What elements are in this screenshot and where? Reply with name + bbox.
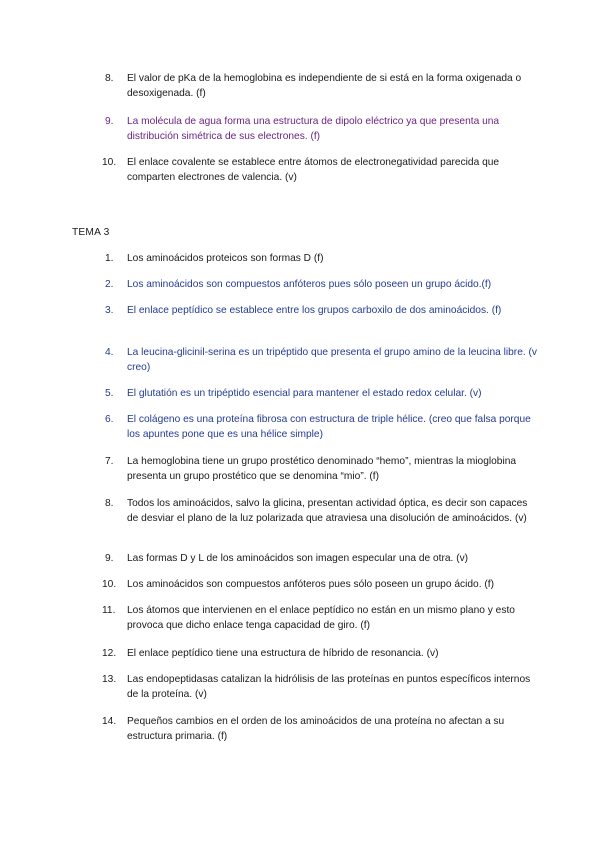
list-number: 8. [105, 73, 114, 84]
list-number: 6. [105, 414, 114, 425]
list-text: Los aminoácidos son compuestos anfóteros pues sólo poseen un grupo ácido. (f) [127, 579, 494, 590]
list-text: El valor de pKa de la hemoglobina es independiente de si está en la forma oxigenada o desoxigenada. (f) [127, 73, 522, 99]
list-text: Las endopeptidasas catalizan la hidrólisis de las proteínas en puntos específicos internos de la proteína. (v) [127, 674, 531, 700]
section-heading: TEMA 3 [72, 227, 110, 238]
list-item [105, 345, 538, 375]
list-number: 10. [102, 157, 117, 168]
list-number: 4. [105, 347, 114, 358]
list-number: 1. [105, 253, 114, 264]
list-item [105, 454, 537, 484]
list-number: 13. [102, 674, 117, 685]
list-item [105, 496, 537, 526]
list-item [105, 114, 537, 144]
list-item [102, 603, 537, 633]
list-item [105, 386, 537, 401]
list-text: Las formas D y L de los aminoácidos son imagen especular una de otra. (v) [127, 553, 469, 564]
list-number: 8. [105, 498, 114, 509]
list-item [102, 646, 537, 661]
list-text: Los átomos que intervienen en el enlace peptídico no están en un mismo plano y esto provoca que dicho enlace tenga capacidad de giro. (f) [127, 605, 515, 631]
list-text: Pequeños cambios en el orden de los aminoácidos de una proteína no afectan a su estructura primaria. (f) [127, 716, 505, 742]
list-text: El glutatión es un tripéptido esencial para mantener el estado redox celular. (v) [127, 388, 482, 399]
list-item [102, 577, 537, 592]
list-item [102, 672, 537, 702]
list-text: El enlace peptídico tiene una estructura de híbrido de resonancia. (v) [127, 648, 439, 659]
list-item [102, 155, 537, 185]
list-text: Los aminoácidos proteicos son formas D (f) [127, 253, 324, 264]
list-item [105, 277, 537, 292]
list-text: La molécula de agua forma una estructura de dipolo eléctrico ya que presenta una distribución simétrica de sus electrones. (f) [127, 116, 500, 142]
list-item [105, 412, 537, 442]
list-text: Todos los aminoácidos, salvo la glicina, presentan actividad óptica, es decir son capaces de desviar el plano de la luz polarizada que atraviesa una disolución de aminoácidos. (v) [127, 498, 528, 524]
list-number: 7. [105, 456, 114, 467]
list-item [102, 714, 537, 744]
list-text: La leucina-glicinil-serina es un tripéptido que presenta el grupo amino de la leucina libre. (v creo) [127, 347, 538, 373]
list-text: Los aminoácidos son compuestos anfóteros pues sólo poseen un grupo ácido.(f) [127, 279, 492, 290]
list-number: 3. [105, 305, 114, 316]
list-number: 9. [105, 116, 114, 127]
list-number: 5. [105, 388, 114, 399]
list-number: 11. [102, 605, 116, 616]
list-text: La hemoglobina tiene un grupo prostético denominado “hemo”, mientras la mioglobina presenta un grupo prostético que se denomina “mio”. (f) [127, 456, 517, 482]
list-item [105, 551, 537, 566]
list-text: El enlace peptídico se establece entre los grupos carboxilo de dos aminoácidos. (f) [127, 305, 502, 316]
list-number: 9. [105, 553, 114, 564]
list-number: 12. [102, 648, 117, 659]
list-text: El colágeno es una proteína fibrosa con estructura de triple hélice. (creo que falsa porque los apuntes pone que es una hélice simple) [127, 414, 531, 440]
list-item [105, 303, 537, 318]
list-number: 2. [105, 279, 114, 290]
list-text: El enlace covalente se establece entre átomos de electronegatividad parecida que comparten electrones de valencia. (v) [127, 157, 500, 183]
list-number: 14. [102, 716, 117, 727]
list-item [105, 251, 537, 266]
list-item [105, 71, 537, 101]
list-number: 10. [102, 579, 117, 590]
